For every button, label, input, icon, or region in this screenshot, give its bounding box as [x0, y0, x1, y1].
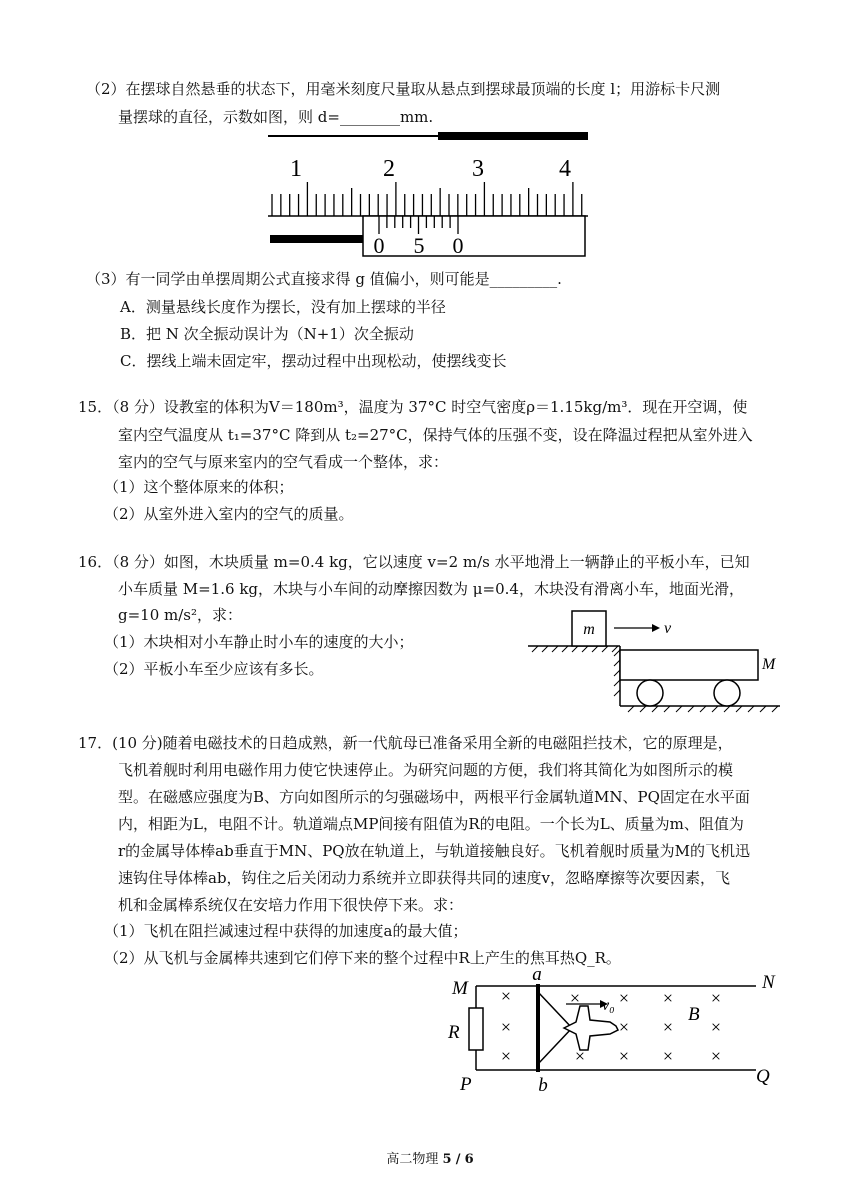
cart — [620, 650, 758, 680]
q17-line7: 机和金属棒系统仅在安培力作用下很快停下来。求： — [118, 896, 464, 914]
cart-wheel-right — [714, 680, 740, 706]
q15-sub1: （1）这个整体原来的体积； — [104, 478, 294, 496]
label-field-b: B — [688, 1004, 700, 1025]
field-cross: × — [710, 988, 722, 1008]
footer-page: 5 — [442, 1152, 452, 1167]
field-cross: × — [710, 1046, 722, 1066]
label-n: N — [762, 972, 775, 993]
q15-line3: 室内的空气与原来室内的空气看成一个整体，求： — [118, 453, 449, 471]
footer-separator: / — [455, 1152, 461, 1167]
label-b: b — [538, 1075, 548, 1094]
field-cross: × — [662, 1017, 674, 1037]
field-cross: × — [500, 986, 512, 1006]
page-footer — [0, 1148, 860, 1167]
label-r: R — [448, 1022, 460, 1043]
main-scale-label-4: 4 — [559, 156, 571, 182]
q16-sub2: （2）平板小车至少应该有多长。 — [104, 660, 324, 678]
vernier-label-0: 0 — [373, 233, 385, 257]
q17-line3: 型。在磁感应强度为B、方向如图所示的匀强磁场中，两根平行金属轨道MN、PQ固定在水平面 — [118, 788, 750, 806]
vernier-caliper-figure — [268, 132, 598, 257]
field-cross: × — [618, 988, 630, 1008]
q15-line1: 15．（8 分）设教室的体积为V＝180m³，温度为 37°C 时空气密度ρ＝1.15kg/m³．现在开空调，使 — [78, 398, 748, 416]
main-scale-label-1: 1 — [290, 156, 302, 182]
q17-line4: 内，相距为L，电阻不计。轨道端点MP间接有阻值为R的电阻。一个长为L、质量为m、阻值为 — [118, 815, 744, 833]
q16-line1: 16．（8 分）如图，木块质量 m=0.4 kg，它以速度 v=2 m/s 水平地滑上一辆静止的平板小车，已知 — [78, 553, 750, 571]
q16-line2: 小车质量 M=1.6 kg，木块与小车间的动摩擦因数为 μ=0.4，木块没有滑离小车，地面光滑， — [118, 580, 744, 598]
field-cross: × — [618, 1017, 630, 1037]
footer-total: 6 — [464, 1152, 474, 1167]
q14-option-a: A．测量悬线长度作为摆长，没有加上摆球的半径 — [120, 298, 446, 316]
label-q: Q — [756, 1066, 770, 1087]
q17-line5: r的金属导体棒ab垂直于MN、PQ放在轨道上，与轨道接触良好。飞机着舰时质量为M的飞机迅 — [118, 842, 750, 860]
q15-line2: 室内空气温度从 t₁=37°C 降到从 t₂=27°C，保持气体的压强不变，设在降温过程把从室外进入 — [118, 426, 753, 444]
cart-label: M — [762, 656, 776, 673]
velocity-label: v — [664, 620, 672, 637]
block-cart-figure — [528, 606, 788, 716]
velocity-v0-label: v₀ — [602, 997, 615, 1014]
q17-line2: 飞机着舰时利用电磁作用力使它快速停止。为研究问题的方便，我们将其简化为如图所示的模 — [118, 761, 734, 779]
field-cross: × — [569, 988, 581, 1008]
field-cross: × — [662, 988, 674, 1008]
footer-subject: 高二物理 — [386, 1152, 439, 1167]
field-cross: × — [662, 1046, 674, 1066]
field-cross: × — [618, 1046, 630, 1066]
main-scale-label-3: 3 — [472, 156, 484, 182]
block-label: m — [583, 621, 595, 638]
q17-sub2: （2）从飞机与金属棒共速到它们停下来的整个过程中R上产生的焦耳热Q_R。 — [104, 949, 621, 967]
q14-part2-line1: （2）在摆球自然悬垂的状态下，用毫米刻度尺量取从悬点到摆球最顶端的长度 l；用游标卡尺测 — [86, 80, 721, 98]
vernier-label-5: 5 — [413, 233, 425, 257]
q16-line3: g=10 m/s²，求： — [118, 606, 243, 624]
rail-field-figure — [440, 964, 800, 1094]
q17-line1: 17．(10 分)随着电磁技术的日趋成熟，新一代航母已准备采用全新的电磁阻拦技术，它的原理是， — [78, 734, 733, 752]
q17-sub1: （1）飞机在阻拦减速过程中获得的加速度a的最大值； — [104, 922, 468, 940]
field-cross: × — [710, 1017, 722, 1037]
main-scale-label-2: 2 — [383, 156, 395, 182]
label-m: M — [452, 978, 468, 999]
field-cross: × — [500, 1017, 512, 1037]
q15-sub2: （2）从室外进入室内的空气的质量。 — [104, 505, 354, 523]
vernier-label-10: 0 — [452, 233, 464, 257]
cart-wheel-left — [637, 680, 663, 706]
q14-option-b: B．把 N 次全振动误计为（N+1）次全振动 — [120, 325, 414, 343]
label-a: a — [532, 964, 542, 985]
q14-option-c: C．摆线上端未固定牢，摆动过程中出现松动，使摆线变长 — [120, 352, 507, 370]
field-cross: × — [574, 1046, 586, 1066]
field-cross: × — [500, 1046, 512, 1066]
q14-part2-line2: 量摆球的直径，示数如图，则 d=________mm. — [118, 108, 434, 126]
resistor-r — [469, 1008, 483, 1050]
q14-part3: （3）有一同学由单摆周期公式直接求得 g 值偏小，则可能是_________. — [86, 270, 562, 288]
q17-line6: 速钩住导体棒ab，钩住之后关闭动力系统并立即获得共同的速度v，忽略摩擦等次要因素，飞 — [118, 869, 731, 887]
label-p: P — [460, 1074, 472, 1094]
q16-sub1: （1）木块相对小车静止时小车的速度的大小； — [104, 633, 414, 651]
